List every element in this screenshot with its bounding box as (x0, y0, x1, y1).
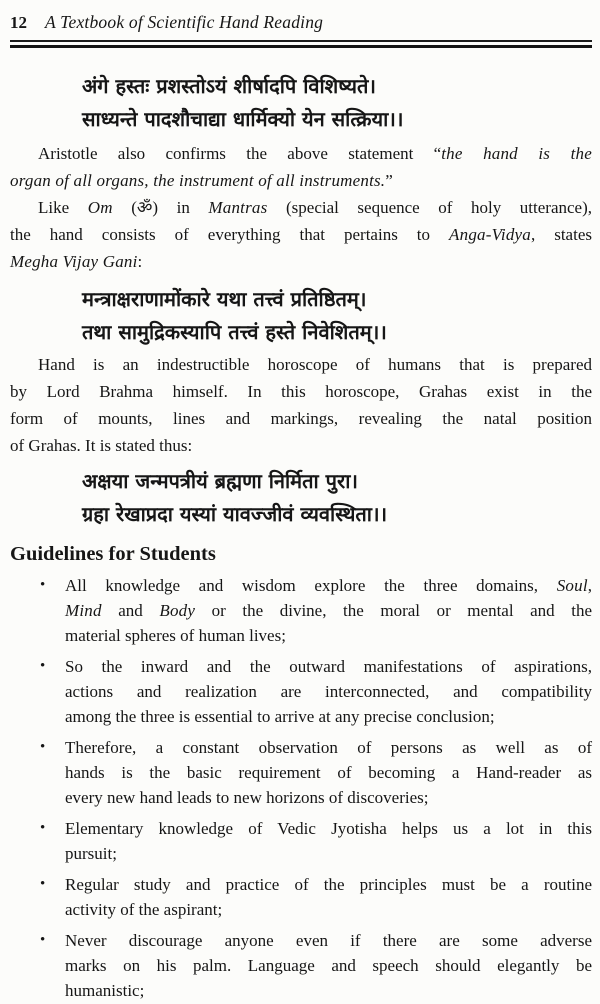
list-item-line: humanistic; (65, 981, 145, 1000)
page-number: 12 (10, 13, 27, 32)
list-item-line: All knowledge and wisdom explore the three domains, Soul, (65, 576, 592, 595)
bullet-icon: • (40, 739, 46, 755)
paragraph-line: by Lord Brahma himself. In this horoscope, Grahas exist in the (10, 382, 592, 401)
verse-line: तथा सामुद्रिकस्यापि तत्त्वं हस्ते निवेशितम्।। (82, 320, 387, 344)
paragraph-hand-horoscope (10, 351, 592, 459)
list-item-line: hands is the basic requirement of becoming a Hand-reader as (65, 763, 592, 782)
bullet-icon: • (40, 876, 46, 892)
paragraph-line: Hand is an indestructible horoscope of humans that is prepared (38, 355, 592, 374)
bullet-icon: • (40, 577, 46, 593)
verse-line: अक्षया जन्मपत्रीयं ब्रह्मणा निर्मिता पुरा। (82, 469, 358, 493)
header-rule (10, 40, 592, 48)
sanskrit-verse-1 (10, 70, 592, 136)
paragraph-line: Megha Vijay Gani: (10, 252, 143, 271)
paragraph-om (10, 194, 592, 275)
list-item-line: among the three is essential to arrive at any precise conclusion; (65, 707, 495, 726)
list-item-line: Mind and Body or the divine, the moral or mental and the (65, 601, 593, 620)
list-item-text (65, 872, 592, 922)
list-item-text (65, 928, 592, 1003)
verse-line: अंगे हस्तः प्रशस्तोऽयं शीर्षादपि विशिष्यते। (82, 74, 376, 98)
list-item-line: pursuit; (65, 844, 117, 863)
list-item-text (65, 654, 592, 729)
verse-line: साध्यन्ते पादशौचाद्या धार्मिक्यो येन सत्क्रिया।। (82, 107, 404, 131)
list-item-text (65, 735, 592, 810)
bullet-icon: • (40, 658, 46, 674)
running-title: A Textbook of Scientific Hand Reading (45, 12, 324, 32)
bullet-icon: • (40, 932, 46, 948)
list-item (10, 872, 592, 922)
verse-line: मन्त्राक्षराणामोंकारे यथा तत्त्वं प्रतिष्ठितम्। (82, 287, 367, 311)
list-item-line: activity of the aspirant; (65, 900, 223, 919)
bullet-icon: • (40, 820, 46, 836)
paragraph-line: of Grahas. It is stated thus: (10, 436, 193, 455)
paragraph-line: organ of all organs, the instrument of all instruments.” (10, 171, 393, 190)
list-item (10, 654, 592, 729)
paragraph-aristotle (10, 140, 592, 194)
paragraph-line: form of mounts, lines and markings, revealing the natal position (10, 409, 592, 428)
list-item-text (65, 816, 592, 866)
list-item (10, 573, 592, 648)
page-header (10, 12, 592, 36)
header-rule-thick-line (10, 45, 592, 48)
list-item-line: Regular study and practice of the principles must be a routine (65, 875, 592, 894)
list-item (10, 735, 592, 810)
list-item-line: Never discourage anyone even if there are some adverse (65, 931, 592, 950)
list-item-line: actions and realization are interconnected, and compatibility (65, 682, 592, 701)
section-heading: Guidelines for Students (10, 543, 216, 565)
paragraph-line: the hand consists of everything that pertains to Anga-Vidya, states (10, 225, 592, 244)
paragraph-line: Aristotle also confirms the above statement “the hand is the (38, 144, 592, 163)
guidelines-list (10, 573, 592, 1003)
list-item (10, 928, 592, 1003)
list-item-line: So the inward and the outward manifestations of aspirations, (65, 657, 592, 676)
verse-line: ग्रहा रेखाप्रदा यस्यां यावज्जीवं व्यवस्थिता।। (82, 502, 388, 526)
paragraph-line: Like Om (ॐ) in Mantras (special sequence of holy utterance), (38, 198, 592, 217)
sanskrit-verse-2 (10, 283, 592, 349)
list-item-line: every new hand leads to new horizons of discoveries; (65, 788, 429, 807)
list-item-line: marks on his palm. Language and speech should elegantly be (65, 956, 592, 975)
list-item-line: material spheres of human lives; (65, 626, 286, 645)
list-item (10, 816, 592, 866)
list-item-line: Elementary knowledge of Vedic Jyotisha helps us a lot in this (65, 819, 592, 838)
list-item-text (65, 573, 592, 648)
list-item-line: Therefore, a constant observation of persons as well as of (65, 738, 592, 757)
sanskrit-verse-3 (10, 465, 592, 531)
